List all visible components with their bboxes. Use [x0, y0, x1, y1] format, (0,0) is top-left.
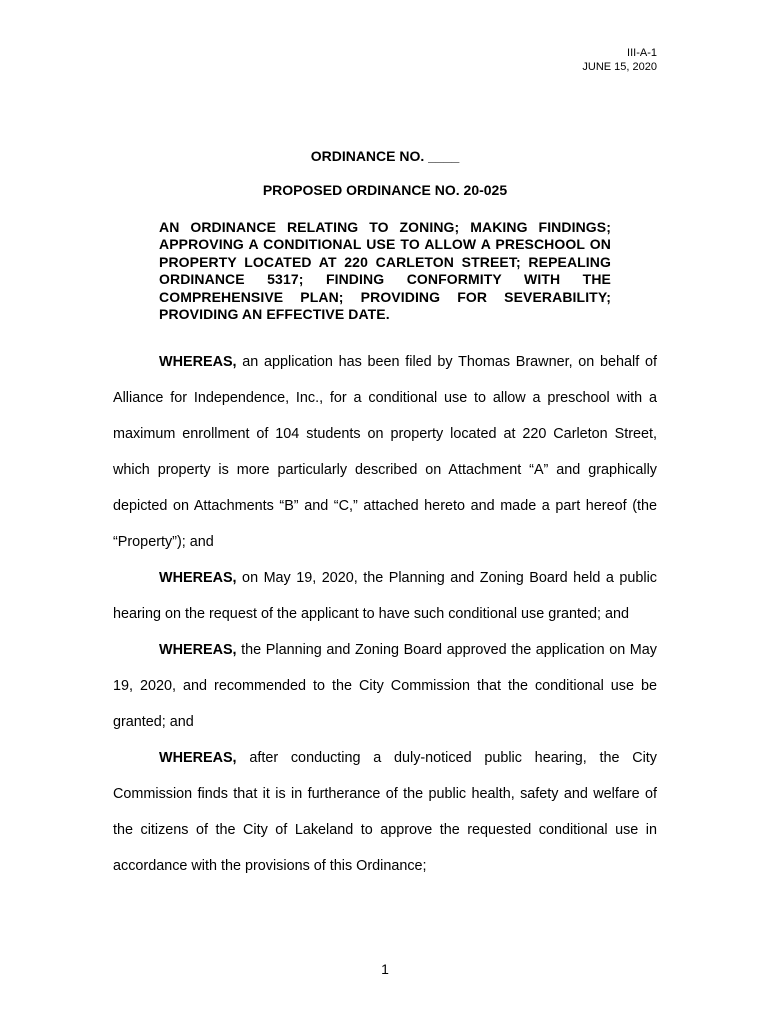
whereas-text: after conducting a duly-noticed public hearing, the City Commission finds that it is in furtherance of the public health, safety and welfare of the citizens of the City of Lakeland to approve the requested conditional use in accordance with the provisions of this Ordinance; [113, 750, 657, 874]
whereas-clauses [113, 344, 657, 884]
whereas-keyword: WHEREAS, [159, 642, 237, 658]
header-date: JUNE 15, 2020 [582, 61, 657, 73]
whereas-keyword: WHEREAS, [159, 750, 237, 766]
whereas-text: an application has been filed by Thomas Brawner, on behalf of Alliance for Independence, Inc., for a conditional use to allow a preschool with a maximum enrollment of 104 students on property located at 220 Carleton Street, which property is more particularly described on Attachment “A” and graphically depicted on Attachments “B” and “C,” attached hereto and made a part hereof (the “Property”); and [113, 354, 657, 550]
proposed-ordinance-title: PROPOSED ORDINANCE NO. 20-025 [262, 182, 508, 198]
whereas-paragraph [113, 560, 657, 632]
page-number: 1 [381, 961, 389, 977]
whereas-paragraph [113, 632, 657, 740]
whereas-text: on May 19, 2020, the Planning and Zoning Board held a public hearing on the request of the applicant to have such conditional use granted; and [113, 570, 657, 622]
document-reference [582, 46, 657, 74]
whereas-paragraph [113, 740, 657, 884]
ordinance-number-title: ORDINANCE NO. ____ [310, 148, 460, 164]
whereas-keyword: WHEREAS, [159, 570, 237, 586]
whereas-paragraph [113, 344, 657, 560]
whereas-keyword: WHEREAS, [159, 354, 237, 370]
agenda-item-ref: III-A-1 [627, 47, 657, 59]
ordinance-preamble: AN ORDINANCE RELATING TO ZONING; MAKING FINDINGS; APPROVING A CONDITIONAL USE TO ALLOW A PRESCHOOL ON PROPERTY LOCATED AT 220 CARLETON STREET; REPEALING ORDINANCE 5317; FINDING CONFORMITY WITH THE COMPREHENSIVE PLAN; PROVIDING FOR SEVERABILITY; PROVIDING AN EFFECTIVE DATE. [159, 219, 611, 323]
whereas-text: the Planning and Zoning Board approved the application on May 19, 2020, and recommended to the City Commission that the conditional use be granted; and [113, 642, 657, 730]
